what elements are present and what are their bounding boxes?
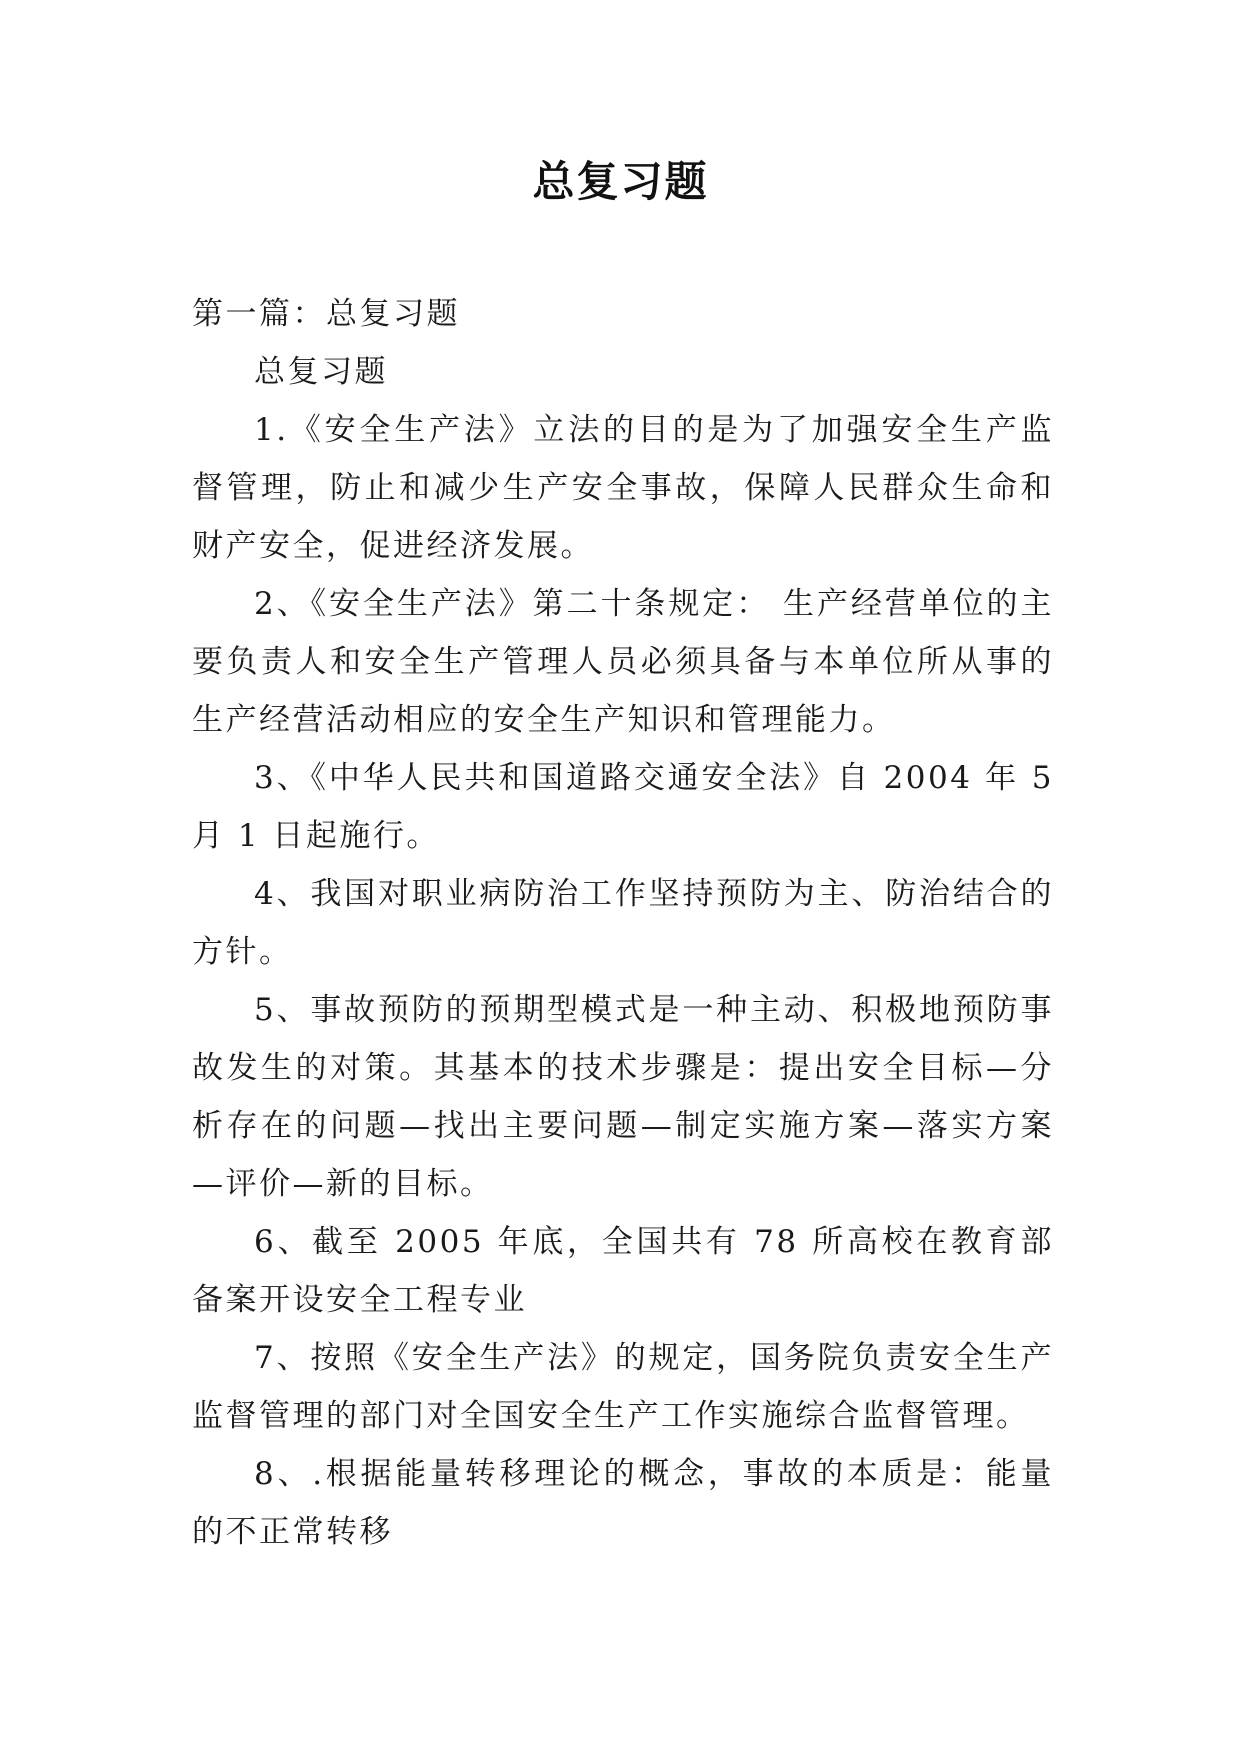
- section-subtitle: 总复习题: [254, 354, 388, 390]
- question-item-2: 2、《安全生产法》第二十条规定： 生产经营单位的主要负责人和安全生产管理人员必须具备与本单位所从事的生产经营活动相应的安全生产知识和管理能力。: [192, 586, 1054, 738]
- document-body: [192, 285, 1054, 1561]
- question-item-3: 3、《中华人民共和国道路交通安全法》自 2004 年 5 月 1 日起施行。: [192, 760, 1054, 854]
- question-item-7: 7、按照《安全生产法》的规定，国务院负责安全生产监督管理的部门对全国安全生产工作实施综合监督管理。: [192, 1340, 1054, 1434]
- question-item-1: 1.《安全生产法》立法的目的是为了加强安全生产监督管理，防止和减少生产安全事故，保障人民群众生命和财产安全，促进经济发展。: [192, 412, 1054, 564]
- section-heading: 第一篇：总复习题: [192, 296, 460, 332]
- question-item-4: 4、我国对职业病防治工作坚持预防为主、防治结合的方针。: [192, 876, 1054, 970]
- question-item-6: 6、截至 2005 年底，全国共有 78 所高校在教育部备案开设安全工程专业: [192, 1224, 1054, 1318]
- question-item-5: 5、事故预防的预期型模式是一种主动、积极地预防事故发生的对策。其基本的技术步骤是：提出安全目标—分析存在的问题—找出主要问题—制定实施方案—落实方案—评价—新的目标。: [192, 992, 1054, 1202]
- document-title: 总复习题: [532, 157, 709, 206]
- question-item-8: 8、.根据能量转移理论的概念，事故的本质是：能量的不正常转移: [192, 1456, 1054, 1550]
